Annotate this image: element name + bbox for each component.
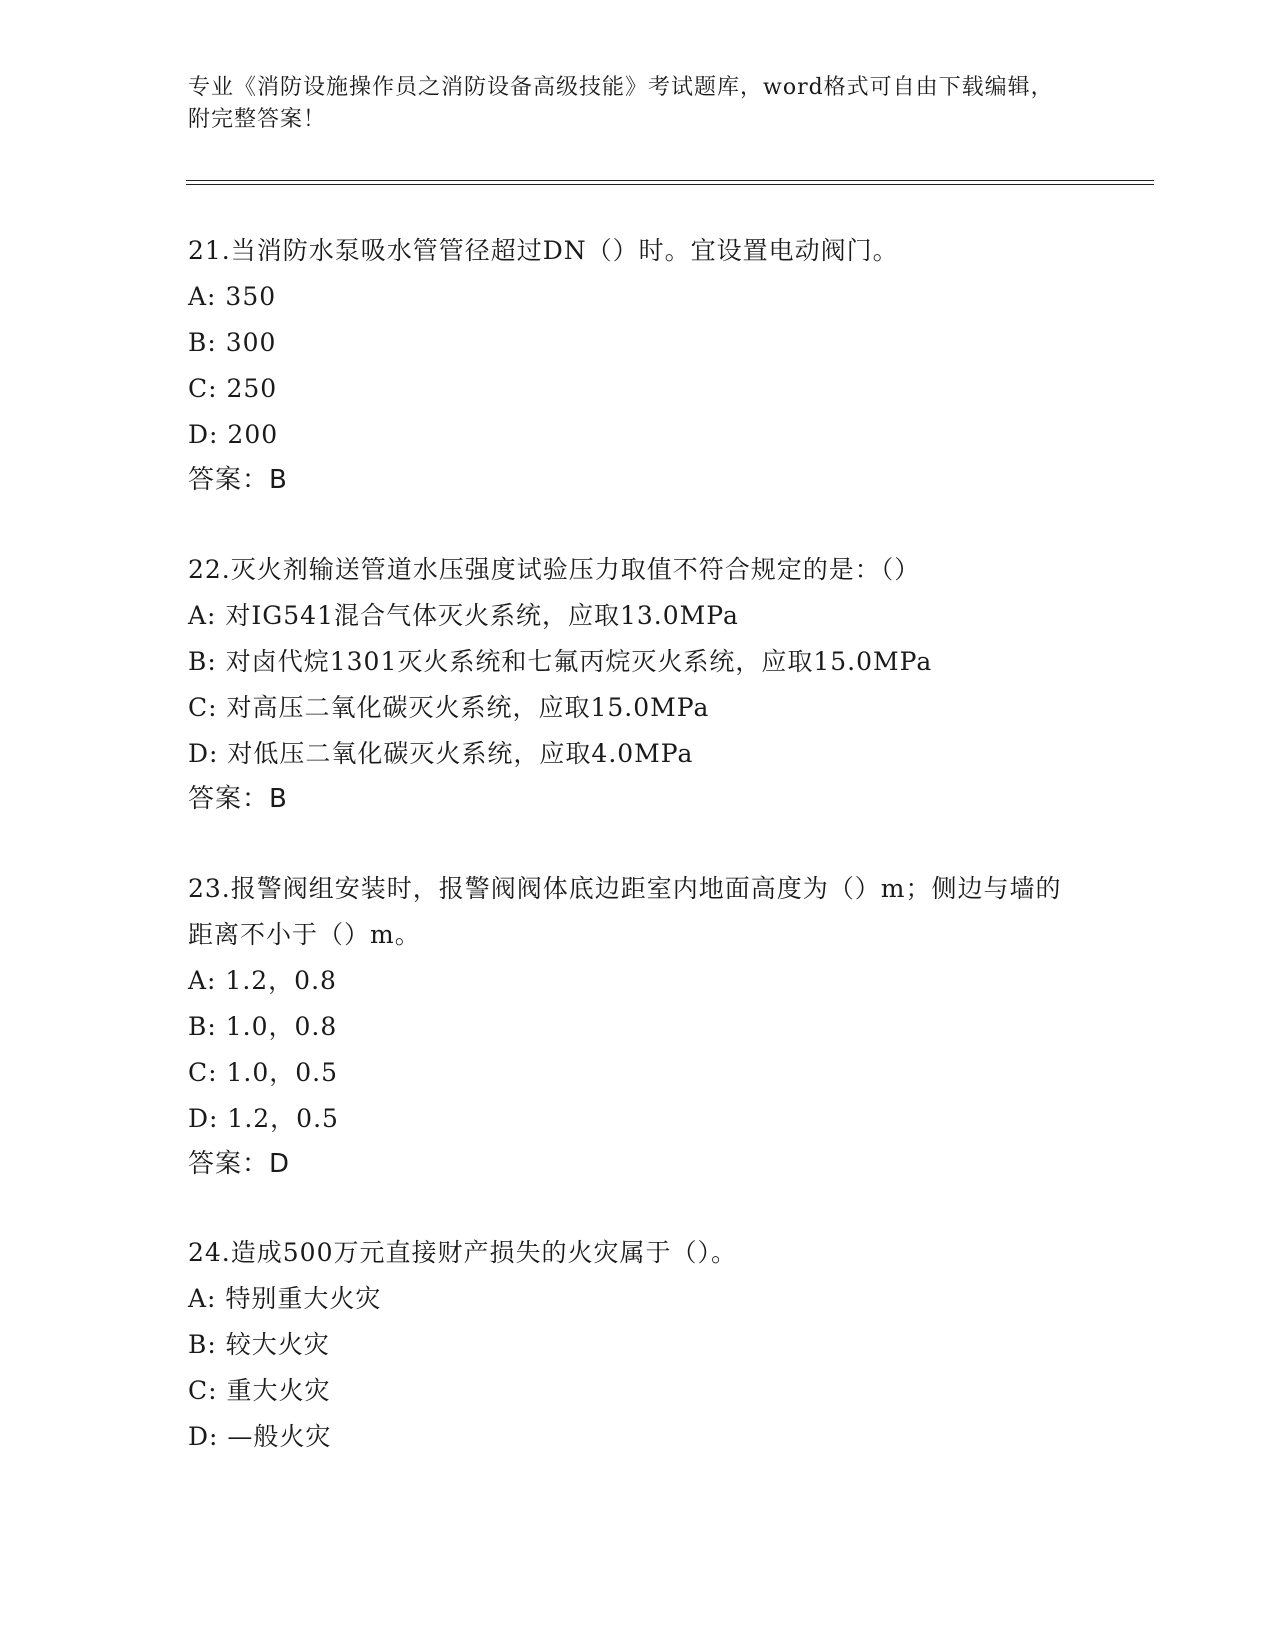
option-a: A: 350 (188, 282, 277, 311)
question-21 (188, 228, 1068, 502)
option-b: B: 300 (188, 328, 277, 357)
document-header (188, 72, 1068, 136)
option-d: D: 200 (188, 420, 279, 449)
option-d: D: 1.2，0.5 (188, 1104, 339, 1133)
option-b: B: 1.0，0.8 (188, 1012, 338, 1041)
option-d: D: 对低压二氧化碳灭火系统，应取4.0MPa (188, 739, 694, 768)
option-c: C: 250 (188, 374, 278, 403)
option-b: B: 较大火灾 (188, 1330, 330, 1359)
question-stem: 22.灭火剂输送管道水压强度试验压力取值不符合规定的是：（） (188, 555, 921, 584)
header-divider-bottom (186, 184, 1154, 185)
answer-line: 答案：D (188, 1149, 291, 1179)
option-d: D: —般火灾 (188, 1422, 332, 1451)
question-stem: 21.当消防水泵吸水管管径超过DN（）时。宜设置电动阀门。 (188, 236, 899, 265)
answer-line: 答案：B (188, 465, 288, 495)
question-23 (188, 866, 1068, 1186)
option-b: B: 对卤代烷1301灭火系统和七氟丙烷灭火系统，应取15.0MPa (188, 647, 933, 676)
option-a: A: 对IG541混合气体灭火系统，应取13.0MPa (188, 601, 739, 630)
option-c: C: 1.0，0.5 (188, 1058, 339, 1087)
option-a: A: 特别重大火灾 (188, 1284, 382, 1313)
header-divider-top (186, 180, 1154, 181)
question-24 (188, 1230, 1068, 1460)
option-a: A: 1.2，0.8 (188, 966, 337, 995)
answer-line: 答案：B (188, 784, 288, 814)
question-stem: 23.报警阀组安装时，报警阀阀体底边距室内地面高度为（）m；侧边与墙的距离不小于（）m。 (188, 874, 1062, 949)
header-intro-text: 专业《消防设施操作员之消防设备高级技能》考试题库，word格式可自由下载编辑，附完整答案！ (188, 75, 1054, 132)
question-stem: 24.造成500万元直接财产损失的火灾属于（）。 (188, 1238, 737, 1267)
question-22 (188, 547, 1068, 821)
option-c: C: 对高压二氧化碳灭火系统，应取15.0MPa (188, 693, 710, 722)
option-c: C: 重大火灾 (188, 1376, 331, 1405)
